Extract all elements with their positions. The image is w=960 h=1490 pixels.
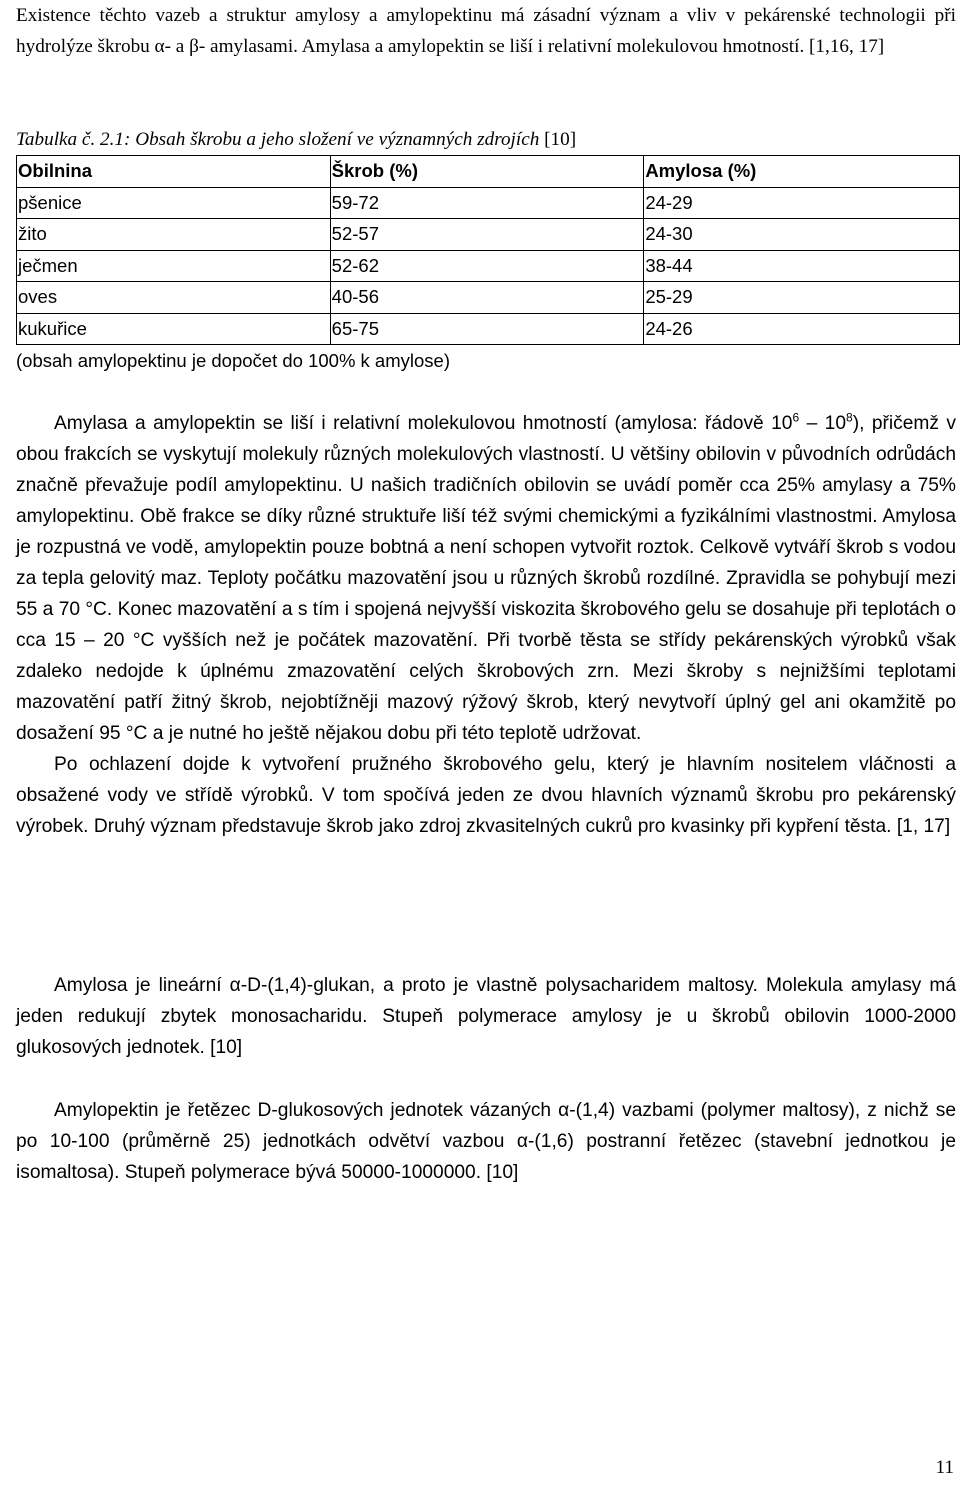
cell-amylose: 25-29 bbox=[644, 282, 960, 314]
paragraph-amylose: Amylosa je lineární α-D-(1,4)-glukan, a proto je vlastně polysacharidem maltosy. Molekula amylasy má jeden redukují zbytek monosacharidu. Stupeň polymerace amylosy je u škrobů obilovin 1000-2000 glukosových jednotek. [10] bbox=[16, 975, 956, 1058]
cell-cereal: oves bbox=[17, 282, 331, 314]
cell-amylose: 24-29 bbox=[644, 187, 960, 219]
header-cereal: Obilnina bbox=[17, 156, 331, 188]
superscript: 6 bbox=[792, 410, 800, 425]
starch-content-table bbox=[16, 155, 960, 345]
paragraph-text: Amylasa a amylopektin se liší i relativní molekulovou hmotností (amylosa: řádově 10 bbox=[54, 413, 793, 434]
superscript: 8 bbox=[846, 410, 853, 425]
table-caption bbox=[16, 124, 956, 155]
table-row bbox=[17, 313, 960, 345]
cell-starch: 52-57 bbox=[330, 219, 644, 251]
paragraph-amylopectin: Amylopektin je řetězec D-glukosových jednotek vázaných α-(1,4) vazbami (polymer maltosy), z nichž se po 10-100 (průměrně 25) jednotkách odvětví vazbou α-(1,6) postranní řetězec (stavební jednotkou je isomaltosa). Stupeň polymerace bývá 50000-1000000. [10] bbox=[16, 1100, 956, 1183]
intro-paragraph: Existence těchto vazeb a struktur amylosy a amylopektinu má zásadní význam a vliv v pekárenské technologii při hydrolýze škrobu α- a β- amylasami. Amylasa a amylopektin se liší i relativní molekulovou hmotností. [1,16, 17] bbox=[16, 5, 956, 57]
table-row bbox=[17, 219, 960, 251]
cell-cereal: kukuřice bbox=[17, 313, 331, 345]
cell-cereal: ječmen bbox=[17, 250, 331, 282]
cell-starch: 65-75 bbox=[330, 313, 644, 345]
table-header-row bbox=[17, 156, 960, 188]
header-amylose: Amylosa (%) bbox=[644, 156, 960, 188]
cell-amylose: 38-44 bbox=[644, 250, 960, 282]
paragraph-molecular-weight bbox=[16, 408, 956, 749]
cell-starch: 59-72 bbox=[330, 187, 644, 219]
cell-amylose: 24-26 bbox=[644, 313, 960, 345]
cell-starch: 52-62 bbox=[330, 250, 644, 282]
cell-cereal: pšenice bbox=[17, 187, 331, 219]
table-caption-reference: [10] bbox=[539, 129, 577, 150]
table-note: (obsah amylopektinu je dopočet do 100% k amylose) bbox=[16, 350, 450, 371]
body-section bbox=[16, 408, 956, 842]
table-row bbox=[17, 187, 960, 219]
table-row bbox=[17, 250, 960, 282]
paragraph-text: ), přičemž v obou frakcích se vyskytují molekuly různých molekulových vlastností. U většiny obilovin v původních odrůdách značně převažuje podíl amylopektinu. U našich tradičních obilovin se uvádí poměr cca 25% amylasy a 75% amylopektinu. Obě frakce se díky různé struktuře liší též svými chemickými a fyzikálními vlastnostmi. Amylosa je rozpustná ve vodě, amylopektin pouze bobtná a není schopen vytvořit roztok. Celkově vytváří škrob s vodou za tepla gelovitý maz. Teploty počátku mazovatění jsou u různých škrobů rozdílné. Zpravidla se pohybují mezi 55 a 70 °C. Konec mazovatění a s tím i spojená nejvyšší viskozita škrobového gelu se dosahuje při teplotách o cca 15 – 20 °C vyšších než je počátek mazovatění. Při tvorbě těsta se střídy pekárenských výrobků však zdaleko nedojde k úplnému zmazovatění celých škrobových zrn. Mezi škroby s nejnižšími teplotami mazovatění patří žitný škrob, nejobtížněji mazový rýžový škrob, který nevytvoří úplný gel ani okamžitě po dosažení 95 °C a je nutné ho ještě nějakou dobu při této teplotě udržovat. bbox=[16, 413, 956, 744]
table-caption-label: Tabulka č. 2.1: Obsah škrobu a jeho složení ve významných zdrojích bbox=[16, 129, 540, 150]
cell-cereal: žito bbox=[17, 219, 331, 251]
page-number: 11 bbox=[935, 1457, 954, 1478]
paragraph-cooling: Po ochlazení dojde k vytvoření pružného škrobového gelu, který je hlavním nositelem vláčnosti a obsažené vody ve střídě výrobků. V tom spočívá jeden ze dvou hlavních významů škrobu pro pekárenský výrobek. Druhý význam představuje škrob jako zdroj zkvasitelných cukrů pro kvasinky při kypření těsta. [1, 17] bbox=[16, 754, 956, 837]
cell-amylose: 24-30 bbox=[644, 219, 960, 251]
cell-starch: 40-56 bbox=[330, 282, 644, 314]
paragraph-text: – 10 bbox=[799, 413, 846, 434]
table-row bbox=[17, 282, 960, 314]
header-starch: Škrob (%) bbox=[330, 156, 644, 188]
